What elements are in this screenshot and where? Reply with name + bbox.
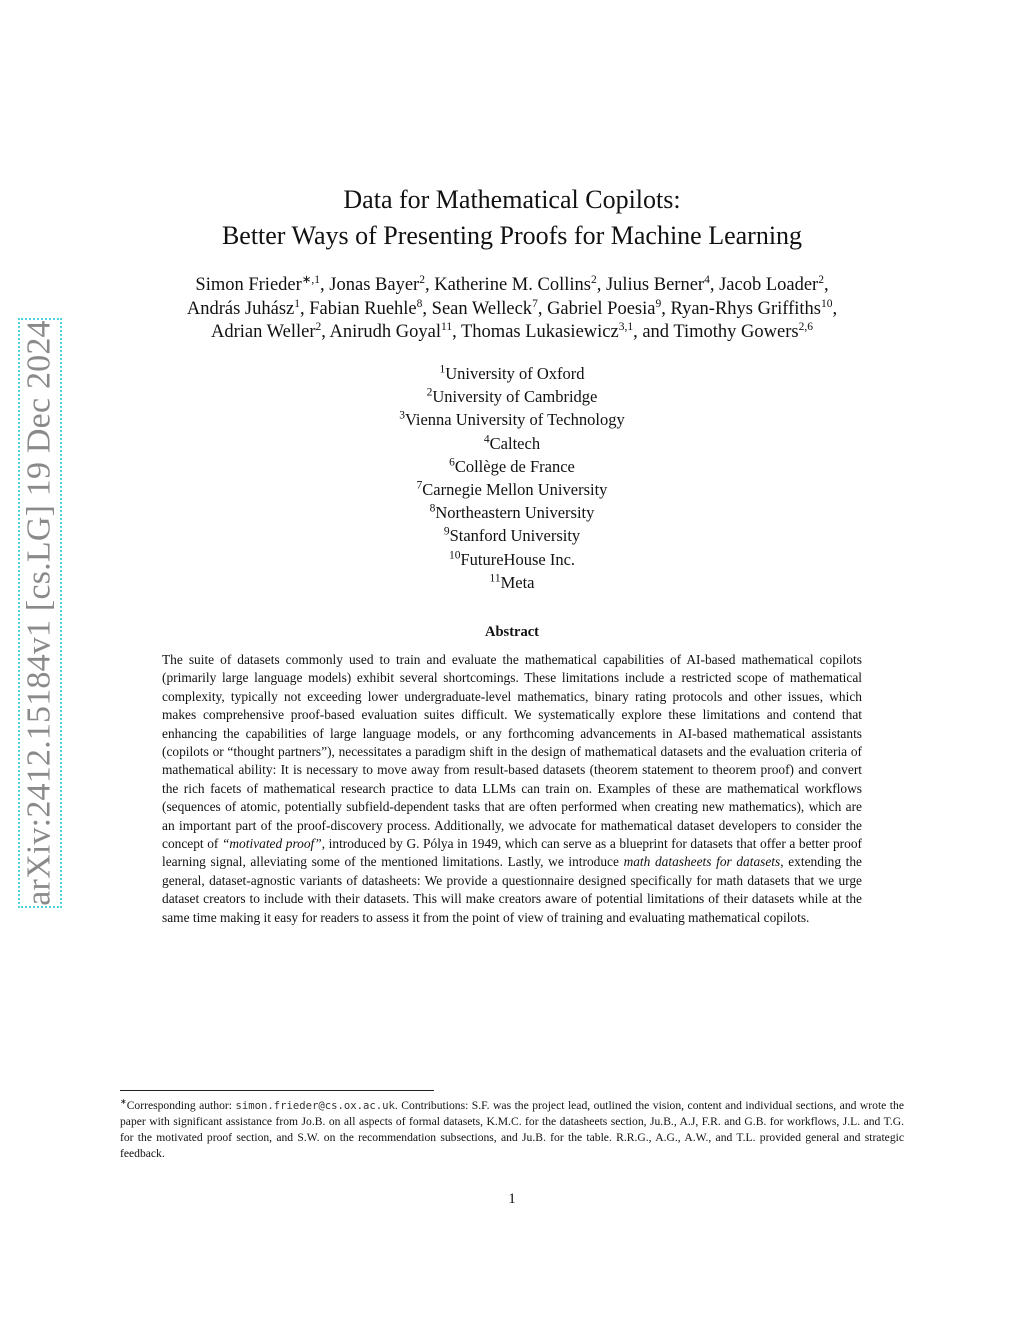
affiliation-name: Stanford University xyxy=(449,526,581,546)
affiliation-name: Northeastern University xyxy=(435,503,595,523)
affiliation-item xyxy=(0,524,1024,547)
affiliation-name: Meta xyxy=(500,572,535,592)
footnote-marker: ∗ xyxy=(120,1097,127,1106)
affiliation-number: 3 xyxy=(399,409,405,422)
author-name: Julius Berner xyxy=(605,275,705,295)
title-line-1: Data for Mathematical Copilots: xyxy=(343,185,681,214)
abstract-text-1: The suite of datasets commonly used to train and evaluate the mathematical capabilities of AI-based mathematical copilots (primarily large language models) exhibit several shortcomings. These limitations include a restricted scope of mathematical complexity, typically not exceeding lower undergraduate-level mathematics, binary rating protocols and other issues, which makes comprehensive proof-based evaluation suites difficult. We systematically explore these limitations and contend that enhancing the capabilities of large language models, or any forthcoming advancements in AI-based mathematical assistants (copilots or “thought partners”), necessitates a paradigm shift in the design of mathematical datasets and the evaluation criteria of mathematical ability: It is necessary to move away from result-based datasets (theorem statement to theorem proof) and convert the rich facets of mathematical research practice to data LLMs can train on. Examples of these are mathematical workflows (sequences of atomic, potentially subfield-dependent tasks that are often performed when creating new mathematics), which are an important part of the proof-discovery process. Additionally, we advocate for mathematical dataset developers to consider the concept of xyxy=(162,652,862,852)
author-name: Timothy Gowers xyxy=(673,322,799,342)
affiliation-name: FutureHouse Inc. xyxy=(460,549,576,569)
abstract-heading: Abstract xyxy=(485,624,539,640)
author-separator: , xyxy=(661,298,671,319)
author-affiliation-marker: 2 xyxy=(818,273,824,286)
author-separator: , xyxy=(596,275,606,295)
author-affiliation-marker: 2 xyxy=(590,273,597,286)
author-affiliation-marker: 4 xyxy=(704,273,710,286)
author-affiliation-marker: 3,1 xyxy=(618,320,634,333)
author-separator: , and xyxy=(633,322,674,342)
affiliation-list xyxy=(0,362,1024,594)
abstract-italic-math-datasheets: math datasheets for datasets xyxy=(623,854,781,870)
author-separator: , xyxy=(320,275,330,295)
affiliation-number: 11 xyxy=(489,572,501,585)
affiliation-number: 10 xyxy=(448,549,461,562)
affiliation-number: 6 xyxy=(449,456,455,469)
author-separator: , xyxy=(709,275,720,295)
affiliation-name: Collège de France xyxy=(454,456,575,476)
author-name: Fabian Ruehle xyxy=(309,298,417,319)
author-affiliation-marker: 2,6 xyxy=(798,320,813,333)
author-name: Jonas Bayer xyxy=(329,275,420,295)
author-name: Adrian Weller xyxy=(211,322,316,342)
affiliation-item xyxy=(0,385,1024,408)
author-name: Jacob Loader xyxy=(719,275,819,295)
author-affiliation-marker: 1 xyxy=(294,297,301,310)
page-number: 1 xyxy=(508,1191,516,1207)
author-name: Anirudh Goyal xyxy=(329,322,441,342)
affiliation-name: University of Oxford xyxy=(445,364,585,383)
affiliation-number: 4 xyxy=(483,433,490,446)
footnote-contributions: . Contributions: S.F. was the project lead, outlined the vision, content and individual sections, and wrote the paper with significant assistance from Jo.B. on all aspects of formal datasets, K.M.C. for the datasheets section, Ju.B., A.J, F.R. and G.B. for workflows, J.L. and T.G. for the motivated proof section, and S.W. on the recommendation subsections, and Ju.B. for the table. R.R.G., A.G., A.W., and T.L. provided general and strategic feedback. xyxy=(120,1098,904,1160)
affiliation-number: 9 xyxy=(443,525,450,538)
footnote-divider xyxy=(120,1090,434,1091)
author-separator: , xyxy=(832,298,838,319)
affiliation-item xyxy=(0,501,1024,524)
author-affiliation-marker: 2 xyxy=(315,320,322,333)
affiliation-item xyxy=(0,362,1024,385)
affiliation-item xyxy=(0,432,1024,455)
affiliation-number: 8 xyxy=(429,502,436,515)
title-line-2: Better Ways of Presenting Proofs for Machine Learning xyxy=(221,221,803,250)
affiliation-name: University of Cambridge xyxy=(432,387,598,407)
footnote-lead: Corresponding author: xyxy=(126,1098,236,1112)
affiliation-name: Vienna University of Technology xyxy=(404,410,625,430)
paper-title xyxy=(0,182,1024,254)
footnote xyxy=(120,1094,904,1162)
abstract-text-3: , extending the general, dataset-agnostic variants of datasheets: We provide a questionnaire designed specifically for math datasets that we urge dataset creators to include with their datasets. This will make creators aware of potential limitations of their datasets while at the same time making it easy for readers to assess it from the point of view of training and evaluating mathematical copilots. xyxy=(162,854,862,925)
abstract-body xyxy=(162,651,862,927)
author-name: Ryan-Rhys Griffiths xyxy=(670,298,821,319)
author-affiliation-marker: 10 xyxy=(820,297,833,310)
corresponding-author-email-link[interactable]: simon.frieder@cs.ox.ac.uk xyxy=(235,1099,395,1112)
affiliation-item xyxy=(0,478,1024,501)
author-affiliation-marker: 7 xyxy=(532,297,538,310)
author-separator: , xyxy=(300,298,310,319)
author-affiliation-marker: 11 xyxy=(441,320,453,333)
author-affiliation-marker: 8 xyxy=(416,297,423,310)
author-name: Simon Frieder xyxy=(195,275,302,295)
author-separator: , xyxy=(823,275,829,295)
affiliation-name: Caltech xyxy=(489,433,541,453)
author-list xyxy=(110,274,914,345)
author-separator: , xyxy=(321,322,330,342)
arxiv-identifier-text: arXiv:2412.15184v1 [cs.LG] 19 Dec 2024 xyxy=(21,320,59,906)
author-separator: , xyxy=(424,275,435,295)
affiliation-number: 7 xyxy=(416,479,423,492)
author-separator: , xyxy=(537,298,548,319)
author-name: András Juhász xyxy=(186,298,295,319)
author-affiliation-marker: 9 xyxy=(655,297,662,310)
affiliation-item xyxy=(0,571,1024,594)
affiliation-item xyxy=(0,548,1024,571)
author-separator: , xyxy=(452,322,461,342)
author-name: Gabriel Poesia xyxy=(547,298,656,319)
abstract-text-2: , introduced by G. Pólya in 1949, which can serve as a blueprint for datasets that offer a better proof learning signal, alleviating some of the mentioned limitations. Lastly, we introduce xyxy=(162,836,862,870)
author-name: Thomas Lukasiewicz xyxy=(461,322,619,342)
affiliation-item xyxy=(0,408,1024,431)
author-affiliation-marker: ∗,1 xyxy=(301,273,321,286)
author-name: Katherine M. Collins xyxy=(434,275,591,295)
affiliation-number: 2 xyxy=(426,386,433,399)
author-name: Sean Welleck xyxy=(431,298,533,319)
author-affiliation-marker: 2 xyxy=(419,273,425,286)
affiliation-number: 1 xyxy=(439,363,446,376)
author-separator: , xyxy=(422,298,432,319)
abstract-italic-motivated-proof: “motivated proof” xyxy=(221,836,322,852)
affiliation-name: Carnegie Mellon University xyxy=(422,480,608,500)
affiliation-item xyxy=(0,455,1024,478)
